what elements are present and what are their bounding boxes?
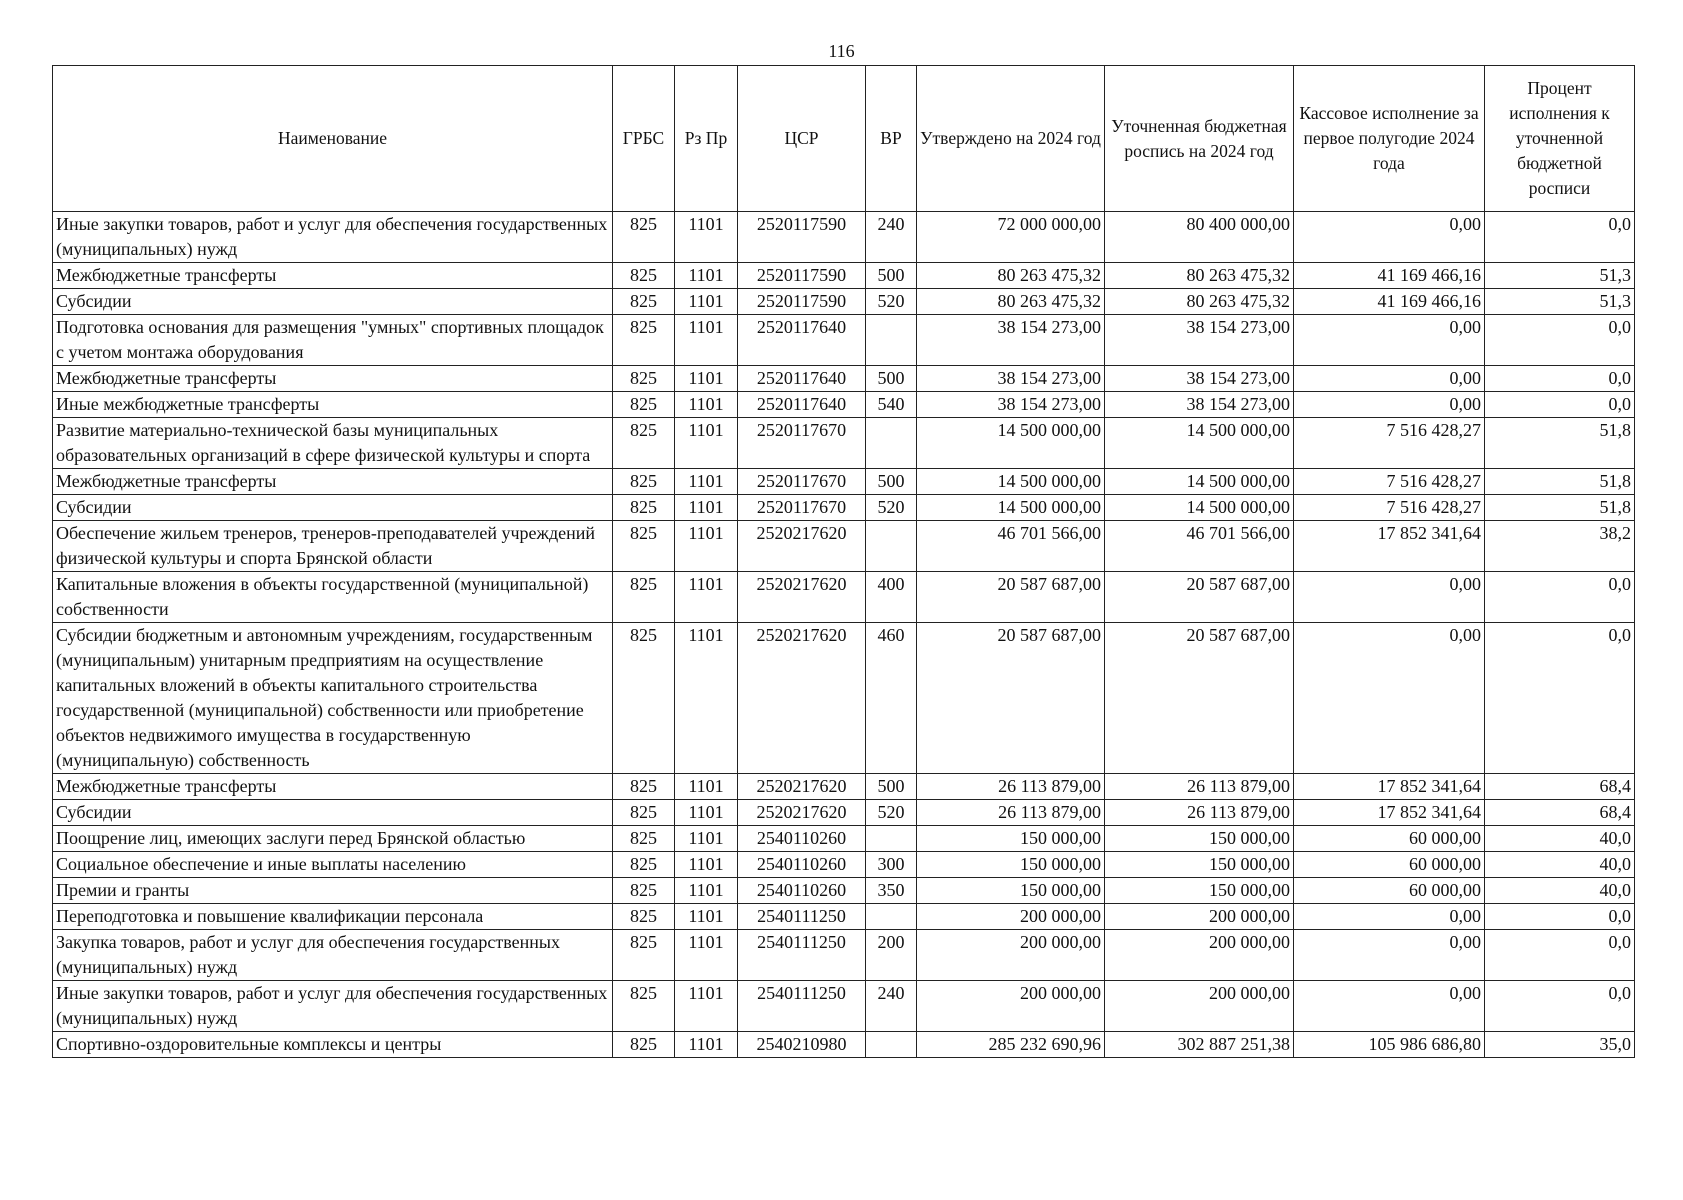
budget-table [52,65,1635,1058]
table-row [53,981,1635,1032]
cell-refined: 26 113 879,00 [1105,774,1294,800]
table-row [53,1032,1635,1058]
cell-percent: 0,0 [1485,315,1635,366]
cell-rzpr: 1101 [675,852,738,878]
header-csr: ЦСР [738,66,866,212]
cell-name: Социальное обеспечение и иные выплаты населению [53,852,613,878]
table-row [53,289,1635,315]
cell-name: Премии и гранты [53,878,613,904]
cell-rzpr: 1101 [675,392,738,418]
header-cash-execution: Кассовое исполнение за первое полугодие 2024 года [1294,66,1485,212]
cell-cash-execution: 41 169 466,16 [1294,289,1485,315]
cell-refined: 200 000,00 [1105,981,1294,1032]
cell-approved: 20 587 687,00 [917,623,1105,774]
cell-csr: 2540111250 [738,981,866,1032]
cell-cash-execution: 0,00 [1294,212,1485,263]
cell-percent: 35,0 [1485,1032,1635,1058]
cell-cash-execution: 60 000,00 [1294,826,1485,852]
cell-csr: 2520217620 [738,623,866,774]
cell-cash-execution: 0,00 [1294,366,1485,392]
table-row [53,469,1635,495]
cell-percent: 68,4 [1485,800,1635,826]
cell-cash-execution: 0,00 [1294,392,1485,418]
cell-rzpr: 1101 [675,878,738,904]
cell-csr: 2520117640 [738,315,866,366]
cell-grbs: 825 [613,495,675,521]
cell-rzpr: 1101 [675,826,738,852]
cell-cash-execution: 60 000,00 [1294,852,1485,878]
cell-rzpr: 1101 [675,315,738,366]
cell-name: Поощрение лиц, имеющих заслуги перед Брянской областью [53,826,613,852]
cell-name: Иные закупки товаров, работ и услуг для обеспечения государственных (муниципальных) нужд [53,981,613,1032]
cell-rzpr: 1101 [675,418,738,469]
cell-grbs: 825 [613,852,675,878]
cell-approved: 150 000,00 [917,826,1105,852]
table-row [53,800,1635,826]
cell-grbs: 825 [613,366,675,392]
cell-refined: 14 500 000,00 [1105,469,1294,495]
cell-approved: 200 000,00 [917,981,1105,1032]
cell-csr: 2540210980 [738,1032,866,1058]
cell-csr: 2540110260 [738,852,866,878]
cell-vr [866,315,917,366]
cell-refined: 80 400 000,00 [1105,212,1294,263]
cell-approved: 80 263 475,32 [917,263,1105,289]
cell-cash-execution: 0,00 [1294,572,1485,623]
cell-csr: 2520217620 [738,800,866,826]
cell-rzpr: 1101 [675,572,738,623]
cell-rzpr: 1101 [675,930,738,981]
cell-name: Переподготовка и повышение квалификации персонала [53,904,613,930]
cell-cash-execution: 17 852 341,64 [1294,800,1485,826]
cell-cash-execution: 0,00 [1294,315,1485,366]
cell-approved: 14 500 000,00 [917,495,1105,521]
table-row [53,366,1635,392]
cell-vr: 400 [866,572,917,623]
header-refined: Уточненная бюджетная роспись на 2024 год [1105,66,1294,212]
header-name: Наименование [53,66,613,212]
cell-name: Субсидии бюджетным и автономным учреждениям, государственным (муниципальным) унитарным предприятиям на осуществление капитальных вложений в объекты капитального строительства государственной (муниципальной) собственности или приобретение объектов недвижимого имущества в государственную (муниципальную) собственность [53,623,613,774]
cell-grbs: 825 [613,826,675,852]
cell-refined: 200 000,00 [1105,904,1294,930]
header-row [53,66,1635,212]
cell-refined: 38 154 273,00 [1105,315,1294,366]
table-row [53,878,1635,904]
cell-grbs: 825 [613,469,675,495]
cell-vr [866,826,917,852]
cell-approved: 38 154 273,00 [917,392,1105,418]
cell-rzpr: 1101 [675,212,738,263]
header-grbs: ГРБС [613,66,675,212]
cell-approved: 285 232 690,96 [917,1032,1105,1058]
cell-grbs: 825 [613,623,675,774]
cell-percent: 38,2 [1485,521,1635,572]
cell-name: Межбюджетные трансферты [53,366,613,392]
cell-approved: 14 500 000,00 [917,469,1105,495]
cell-rzpr: 1101 [675,366,738,392]
cell-csr: 2520117670 [738,495,866,521]
cell-rzpr: 1101 [675,623,738,774]
cell-percent: 0,0 [1485,366,1635,392]
cell-approved: 14 500 000,00 [917,418,1105,469]
cell-vr: 520 [866,289,917,315]
cell-percent: 0,0 [1485,572,1635,623]
cell-grbs: 825 [613,572,675,623]
cell-cash-execution: 0,00 [1294,623,1485,774]
cell-csr: 2520217620 [738,521,866,572]
cell-csr: 2520217620 [738,572,866,623]
cell-refined: 26 113 879,00 [1105,800,1294,826]
cell-name: Обеспечение жильем тренеров, тренеров-преподавателей учреждений физической культуры и спорта Брянской области [53,521,613,572]
cell-cash-execution: 0,00 [1294,981,1485,1032]
header-rzpr: Рз Пр [675,66,738,212]
table-row [53,521,1635,572]
cell-approved: 26 113 879,00 [917,800,1105,826]
cell-vr: 300 [866,852,917,878]
cell-rzpr: 1101 [675,800,738,826]
cell-refined: 200 000,00 [1105,930,1294,981]
cell-csr: 2520117670 [738,469,866,495]
cell-percent: 51,3 [1485,289,1635,315]
cell-grbs: 825 [613,1032,675,1058]
table-row [53,852,1635,878]
table-row [53,826,1635,852]
cell-cash-execution: 7 516 428,27 [1294,469,1485,495]
cell-percent: 0,0 [1485,904,1635,930]
cell-name: Иные межбюджетные трансферты [53,392,613,418]
cell-grbs: 825 [613,289,675,315]
cell-approved: 150 000,00 [917,878,1105,904]
cell-vr: 520 [866,495,917,521]
cell-vr: 500 [866,366,917,392]
cell-vr [866,418,917,469]
cell-approved: 150 000,00 [917,852,1105,878]
cell-rzpr: 1101 [675,469,738,495]
cell-name: Субсидии [53,495,613,521]
cell-percent: 68,4 [1485,774,1635,800]
cell-csr: 2540111250 [738,904,866,930]
cell-refined: 80 263 475,32 [1105,263,1294,289]
cell-percent: 51,8 [1485,418,1635,469]
cell-percent: 51,3 [1485,263,1635,289]
cell-percent: 0,0 [1485,392,1635,418]
cell-percent: 0,0 [1485,623,1635,774]
cell-csr: 2540110260 [738,878,866,904]
cell-csr: 2520117590 [738,212,866,263]
cell-vr: 500 [866,774,917,800]
cell-rzpr: 1101 [675,521,738,572]
cell-rzpr: 1101 [675,904,738,930]
cell-percent: 40,0 [1485,852,1635,878]
header-percent: Процент исполнения к уточненной бюджетной росписи [1485,66,1635,212]
cell-rzpr: 1101 [675,774,738,800]
cell-grbs: 825 [613,392,675,418]
cell-approved: 200 000,00 [917,930,1105,981]
cell-csr: 2520217620 [738,774,866,800]
cell-rzpr: 1101 [675,1032,738,1058]
table-row [53,418,1635,469]
cell-vr: 200 [866,930,917,981]
cell-refined: 14 500 000,00 [1105,418,1294,469]
cell-refined: 150 000,00 [1105,852,1294,878]
cell-name: Иные закупки товаров, работ и услуг для обеспечения государственных (муниципальных) нужд [53,212,613,263]
cell-refined: 80 263 475,32 [1105,289,1294,315]
cell-grbs: 825 [613,800,675,826]
cell-name: Закупка товаров, работ и услуг для обеспечения государственных (муниципальных) нужд [53,930,613,981]
table-row [53,774,1635,800]
cell-refined: 38 154 273,00 [1105,392,1294,418]
cell-csr: 2520117590 [738,289,866,315]
cell-approved: 46 701 566,00 [917,521,1105,572]
cell-percent: 51,8 [1485,469,1635,495]
table-row [53,495,1635,521]
cell-csr: 2540111250 [738,930,866,981]
cell-rzpr: 1101 [675,495,738,521]
cell-cash-execution: 105 986 686,80 [1294,1032,1485,1058]
table-row [53,315,1635,366]
cell-refined: 20 587 687,00 [1105,623,1294,774]
table-row [53,263,1635,289]
table-row [53,392,1635,418]
cell-grbs: 825 [613,521,675,572]
cell-percent: 0,0 [1485,981,1635,1032]
cell-grbs: 825 [613,263,675,289]
cell-rzpr: 1101 [675,981,738,1032]
cell-refined: 150 000,00 [1105,826,1294,852]
cell-cash-execution: 0,00 [1294,930,1485,981]
cell-cash-execution: 17 852 341,64 [1294,774,1485,800]
cell-csr: 2520117640 [738,366,866,392]
cell-approved: 38 154 273,00 [917,366,1105,392]
cell-refined: 38 154 273,00 [1105,366,1294,392]
cell-grbs: 825 [613,930,675,981]
cell-name: Межбюджетные трансферты [53,469,613,495]
cell-name: Развитие материально-технической базы муниципальных образовательных организаций в сфере физической культуры и спорта [53,418,613,469]
header-approved: Утверждено на 2024 год [917,66,1105,212]
table-row [53,904,1635,930]
cell-approved: 38 154 273,00 [917,315,1105,366]
table-body [53,212,1635,1058]
cell-csr: 2540110260 [738,826,866,852]
table-row [53,930,1635,981]
cell-vr: 240 [866,981,917,1032]
cell-vr [866,521,917,572]
cell-percent: 51,8 [1485,495,1635,521]
cell-name: Межбюджетные трансферты [53,774,613,800]
cell-grbs: 825 [613,904,675,930]
cell-name: Субсидии [53,800,613,826]
cell-percent: 40,0 [1485,878,1635,904]
cell-vr: 500 [866,263,917,289]
cell-csr: 2520117670 [738,418,866,469]
cell-name: Капитальные вложения в объекты государственной (муниципальной) собственности [53,572,613,623]
cell-rzpr: 1101 [675,263,738,289]
cell-grbs: 825 [613,418,675,469]
cell-grbs: 825 [613,315,675,366]
table-row [53,623,1635,774]
cell-refined: 46 701 566,00 [1105,521,1294,572]
cell-name: Субсидии [53,289,613,315]
cell-approved: 72 000 000,00 [917,212,1105,263]
cell-cash-execution: 7 516 428,27 [1294,418,1485,469]
cell-cash-execution: 60 000,00 [1294,878,1485,904]
cell-vr: 350 [866,878,917,904]
cell-grbs: 825 [613,981,675,1032]
table-row [53,212,1635,263]
cell-vr [866,1032,917,1058]
cell-cash-execution: 17 852 341,64 [1294,521,1485,572]
cell-cash-execution: 41 169 466,16 [1294,263,1485,289]
cell-cash-execution: 7 516 428,27 [1294,495,1485,521]
cell-vr: 460 [866,623,917,774]
cell-name: Межбюджетные трансферты [53,263,613,289]
table-row [53,572,1635,623]
cell-csr: 2520117640 [738,392,866,418]
cell-vr: 500 [866,469,917,495]
cell-cash-execution: 0,00 [1294,904,1485,930]
cell-refined: 302 887 251,38 [1105,1032,1294,1058]
cell-refined: 14 500 000,00 [1105,495,1294,521]
header-vr: ВР [866,66,917,212]
cell-grbs: 825 [613,212,675,263]
cell-percent: 0,0 [1485,212,1635,263]
cell-approved: 20 587 687,00 [917,572,1105,623]
cell-vr: 520 [866,800,917,826]
cell-approved: 80 263 475,32 [917,289,1105,315]
cell-vr: 540 [866,392,917,418]
cell-vr: 240 [866,212,917,263]
cell-name: Подготовка основания для размещения "умных" спортивных площадок с учетом монтажа оборудования [53,315,613,366]
cell-rzpr: 1101 [675,289,738,315]
cell-grbs: 825 [613,878,675,904]
cell-approved: 200 000,00 [917,904,1105,930]
cell-grbs: 825 [613,774,675,800]
cell-percent: 0,0 [1485,930,1635,981]
cell-refined: 20 587 687,00 [1105,572,1294,623]
cell-csr: 2520117590 [738,263,866,289]
cell-refined: 150 000,00 [1105,878,1294,904]
page-number: 116 [828,41,855,61]
cell-percent: 40,0 [1485,826,1635,852]
cell-approved: 26 113 879,00 [917,774,1105,800]
cell-name: Спортивно-оздоровительные комплексы и центры [53,1032,613,1058]
cell-vr [866,904,917,930]
